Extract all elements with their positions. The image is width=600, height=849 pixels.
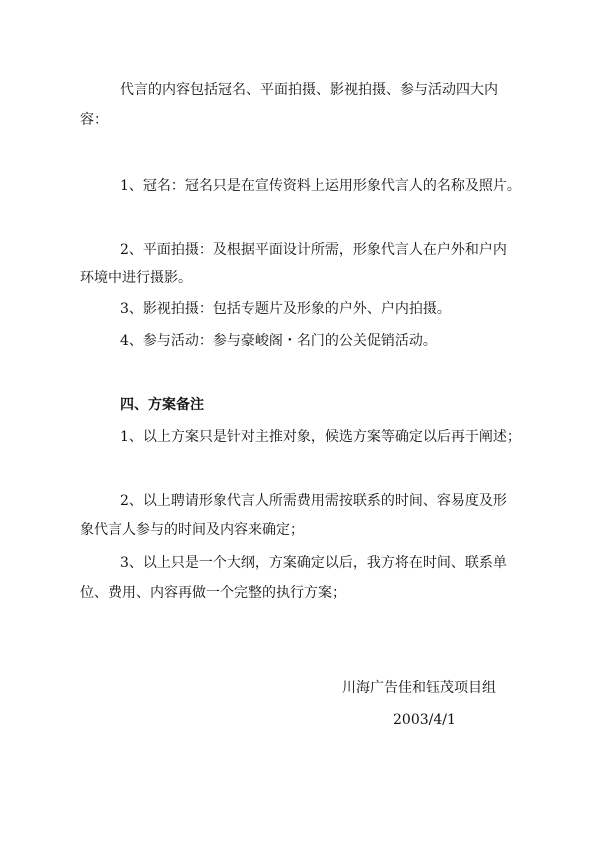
intro-line-2: 容： bbox=[80, 112, 108, 128]
item-2-line-2: 环境中进行摄影。 bbox=[80, 270, 192, 286]
note-3-line-1: 3、以上只是一个大纲，方案确定以后，我方将在时间、联系单 bbox=[120, 555, 507, 571]
note-1: 1、以上方案只是针对主推对象，候选方案等确定以后再于阐述； bbox=[120, 429, 521, 445]
signature: 川海广告佳和钰茂项目组 bbox=[342, 680, 496, 696]
item-1: 1、冠名：冠名只是在宣传资料上运用形象代言人的名称及照片。 bbox=[120, 178, 521, 194]
section-heading: 四、方案备注 bbox=[120, 397, 204, 413]
item-4: 4、参与活动：参与豪峻阁・名门的公关促销活动。 bbox=[120, 333, 437, 349]
item-2-line-1: 2、平面拍摄：及根据平面设计所需，形象代言人在户外和户内 bbox=[120, 242, 507, 258]
item-3: 3、影视拍摄：包括专题片及形象的户外、户内拍摄。 bbox=[120, 301, 451, 317]
date: 2003/4/1 bbox=[393, 712, 456, 728]
intro-line-1: 代言的内容包括冠名、平面拍摄、影视拍摄、参与活动四大内 bbox=[120, 82, 498, 98]
note-3-line-2: 位、费用、内容再做一个完整的执行方案； bbox=[80, 585, 346, 601]
note-2-line-1: 2、以上聘请形象代言人所需费用需按联系的时间、容易度及形 bbox=[120, 493, 507, 509]
note-2-line-2: 象代言人参与的时间及内容来确定； bbox=[80, 522, 304, 538]
